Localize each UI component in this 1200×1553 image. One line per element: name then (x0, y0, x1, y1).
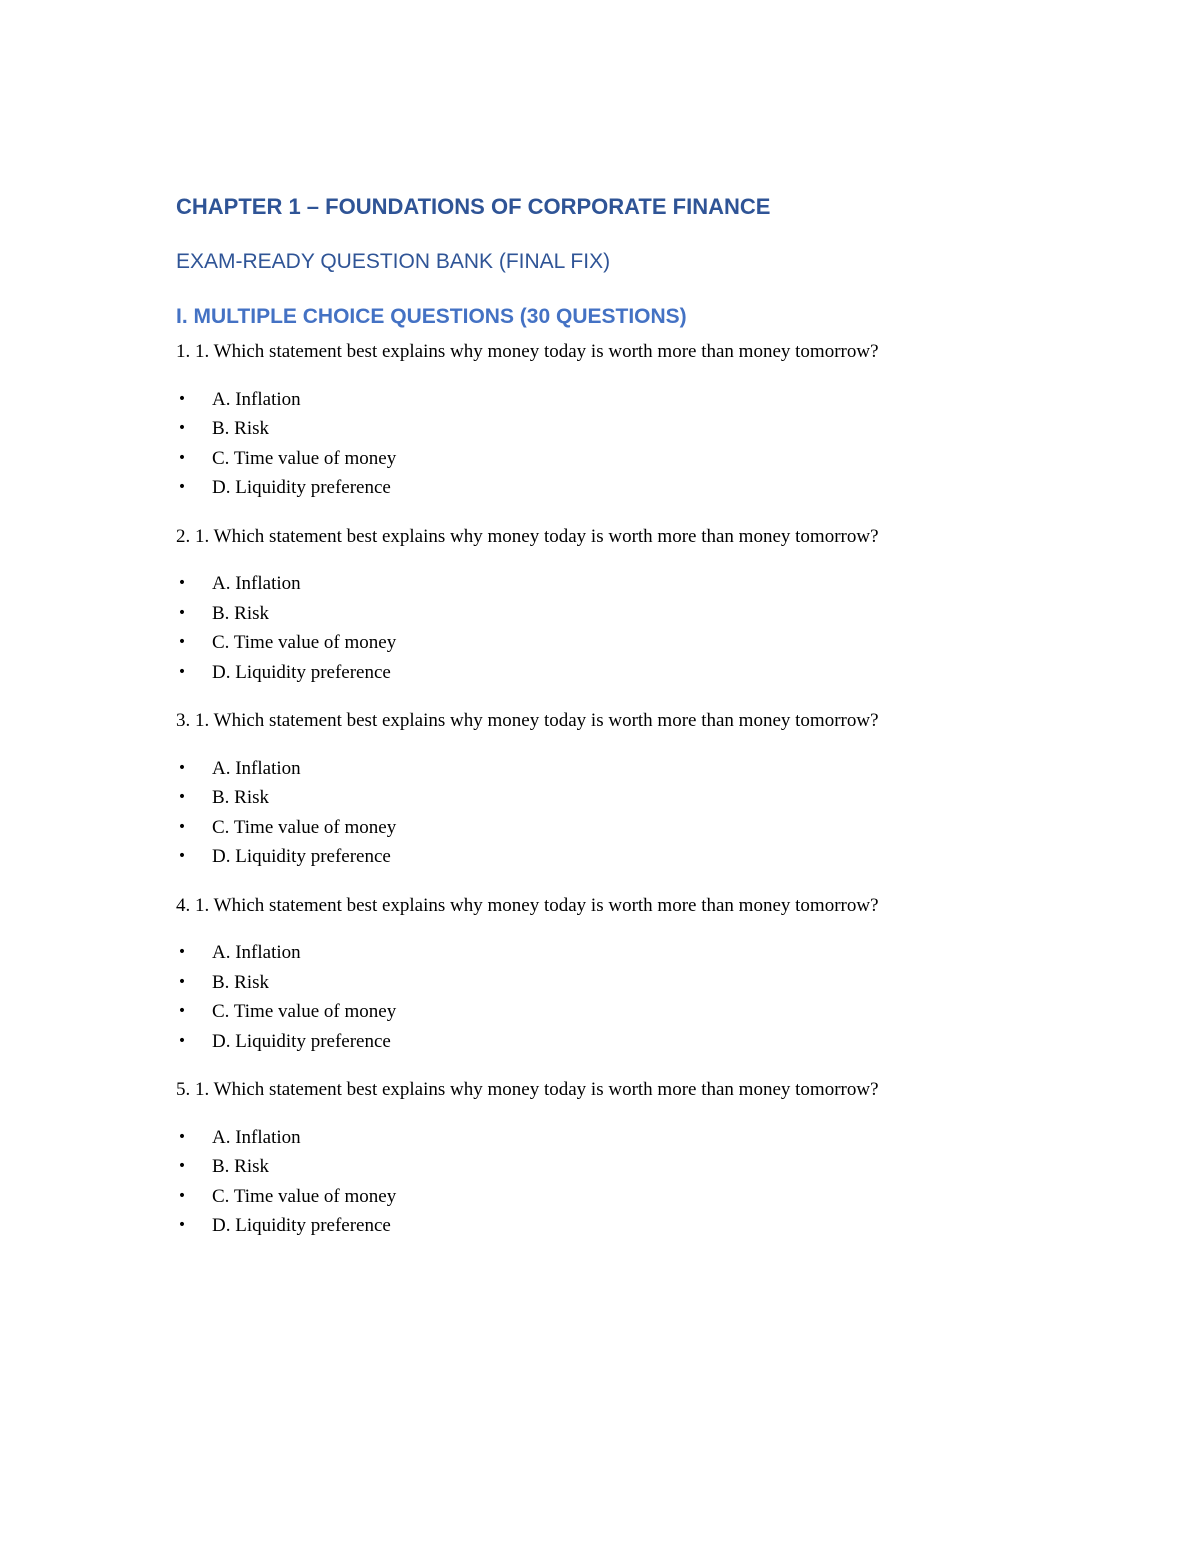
bullet-icon: • (177, 1217, 187, 1233)
bullet-icon: • (177, 1128, 187, 1145)
option-text: D. Liquidity preference (212, 661, 391, 683)
option-item (176, 569, 936, 599)
option-item (176, 414, 936, 444)
bullet-icon: • (177, 634, 187, 650)
option-item (176, 1152, 936, 1182)
option-text: D. Liquidity preference (212, 846, 391, 867)
option-text: B. Risk (212, 602, 270, 624)
document-page (176, 192, 936, 1241)
question-text: 5. 1. Which statement best explains why money today is worth more than money tomorrow? (176, 1079, 879, 1100)
bullet-icon: • (177, 848, 187, 864)
option-text: A. Inflation (212, 573, 301, 594)
bullet-icon: • (177, 604, 187, 621)
bullet-icon: • (177, 575, 187, 591)
option-list (176, 385, 936, 503)
option-text: A. Inflation (212, 388, 301, 410)
option-text: A. Inflation (212, 942, 301, 963)
question-block (176, 892, 936, 1057)
option-text: B. Risk (212, 418, 270, 439)
bullet-icon: • (177, 663, 187, 680)
option-item (176, 968, 936, 998)
option-item (176, 1027, 936, 1057)
option-item (176, 473, 936, 503)
option-item (176, 658, 936, 688)
option-text: C. Time value of money (212, 447, 397, 469)
option-text: B. Risk (212, 787, 270, 808)
option-text: C. Time value of money (212, 816, 397, 838)
bullet-icon: • (177, 420, 187, 436)
option-list (176, 938, 936, 1056)
bullet-icon: • (177, 944, 187, 960)
bullet-icon: • (177, 1032, 187, 1049)
option-text: A. Inflation (212, 1126, 301, 1148)
bullet-icon: • (177, 479, 187, 495)
bullet-icon: • (177, 1003, 187, 1019)
bullet-icon: • (177, 449, 187, 466)
option-item (176, 1182, 936, 1212)
bullet-icon: • (177, 1158, 187, 1174)
bullet-icon: • (177, 759, 187, 776)
question-block (176, 338, 936, 503)
question-block (176, 707, 936, 872)
option-item (176, 599, 936, 629)
option-text: C. Time value of money (212, 632, 397, 653)
option-list (176, 754, 936, 872)
bullet-icon: • (177, 390, 187, 407)
option-text: A. Inflation (212, 757, 301, 779)
question-list (176, 338, 936, 1241)
bullet-icon: • (177, 818, 187, 835)
question-text: 3. 1. Which statement best explains why money today is worth more than money tomorrow? (176, 710, 879, 731)
question-block (176, 1076, 936, 1241)
question-text: 4. 1. Which statement best explains why money today is worth more than money tomorrow? (176, 894, 879, 916)
bullet-icon: • (177, 973, 187, 990)
option-item (176, 1123, 936, 1153)
document-subtitle: EXAM-READY QUESTION BANK (FINAL FIX) (176, 250, 611, 273)
option-item (176, 628, 936, 658)
question-block (176, 523, 936, 688)
option-item (176, 938, 936, 968)
question-text: 1. 1. Which statement best explains why money today is worth more than money tomorrow? (176, 341, 879, 362)
option-text: D. Liquidity preference (212, 1030, 391, 1052)
option-item (176, 783, 936, 813)
bullet-icon: • (177, 789, 187, 805)
section-heading: I. MULTIPLE CHOICE QUESTIONS (30 QUESTIONS) (176, 305, 687, 328)
bullet-icon: • (177, 1187, 187, 1204)
option-list (176, 569, 936, 687)
chapter-title: CHAPTER 1 – FOUNDATIONS OF CORPORATE FINANCE (176, 194, 771, 219)
option-text: B. Risk (212, 1156, 270, 1177)
option-text: B. Risk (212, 971, 270, 993)
option-item (176, 813, 936, 843)
option-item (176, 444, 936, 474)
option-item (176, 997, 936, 1027)
question-text: 2. 1. Which statement best explains why money today is worth more than money tomorrow? (176, 525, 879, 547)
option-text: D. Liquidity preference (212, 477, 391, 498)
option-item (176, 385, 936, 415)
option-item (176, 842, 936, 872)
option-item (176, 1211, 936, 1241)
option-text: C. Time value of money (212, 1185, 397, 1207)
option-text: C. Time value of money (212, 1001, 397, 1022)
option-list (176, 1123, 936, 1241)
option-item (176, 754, 936, 784)
option-text: D. Liquidity preference (212, 1215, 391, 1236)
